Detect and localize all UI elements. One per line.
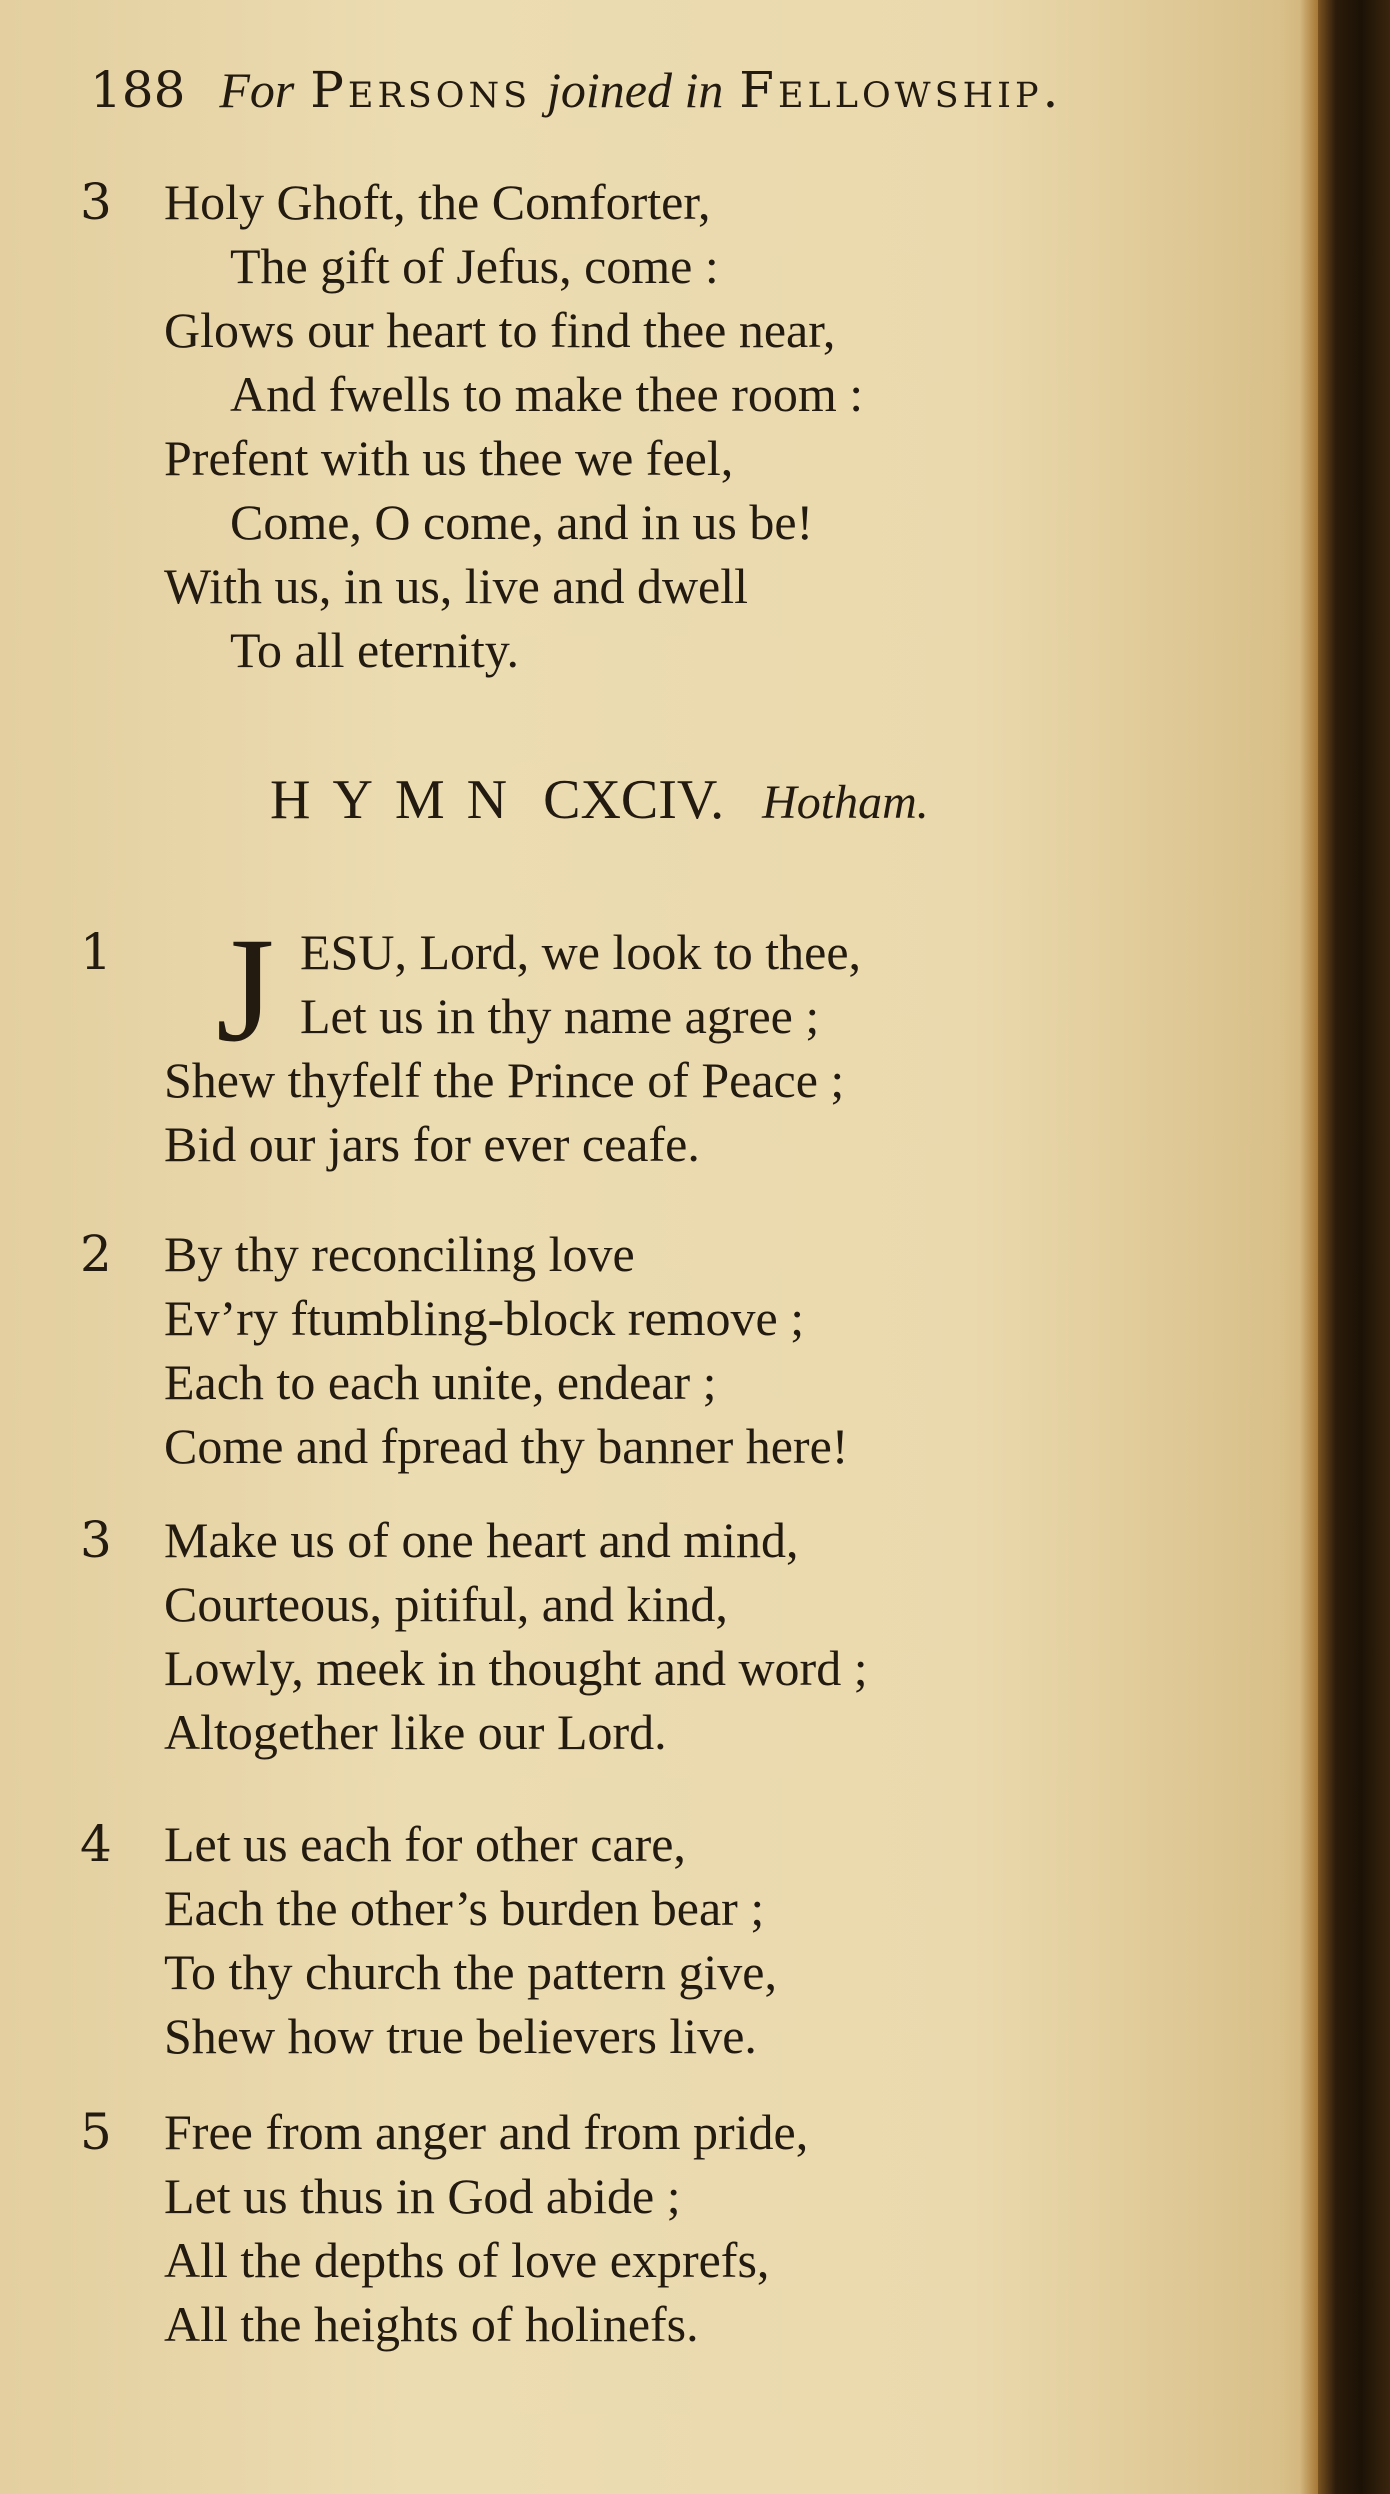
header-word-fellowship: Fellowship. [739,61,1063,119]
hymn-title [270,760,1220,840]
verse-line: Free from anger and from pride, [164,2104,809,2160]
verse-line: Ev’ry ftumbling-block remove ; [164,1290,805,1346]
stanza-number: 3 [80,173,112,231]
hymn-stanza-3 [80,1508,868,1764]
drop-cap: J [216,907,275,1073]
verse-line: Each the other’s burden bear ; [164,1880,765,1936]
verse-line: Bid our jars for ever ceafe. [164,1116,700,1172]
verse-line: Come, O come, and in us be! [230,494,814,550]
verse-line: Let us thus in God abide ; [164,2168,681,2224]
verse-line: With us, in us, live and dwell [164,558,749,614]
verse-line: Each to each unite, endear ; [164,1354,717,1410]
verse-line: Prefent with us thee we feel, [164,430,734,486]
stanza-number: 5 [80,2103,112,2161]
verse-line: All the heights of holinefs. [164,2296,699,2352]
hymn-stanza-5 [80,2100,808,2356]
verse-line: The gift of Jefus, come : [230,238,719,294]
verse-line: Altogether like our Lord. [164,1704,667,1760]
running-header [90,50,1210,130]
page-edge-shadow [1300,0,1318,2494]
verse-line: Make us of one heart and mind, [164,1512,799,1568]
header-word-for: For [219,62,295,118]
book-gutter [1318,0,1390,2494]
header-word-persons: Persons [310,61,532,119]
stanza-number: 4 [80,1815,112,1873]
verse-line: To all eternity. [230,622,519,678]
hymn-numeral: CXCIV. [543,769,725,831]
verse-line: Shew how true believers live. [164,2008,757,2064]
hymn-stanza-2 [80,1222,848,1478]
verse-line: Glows our heart to find thee near, [164,302,836,358]
verse-line: Holy Ghoft, the Comforter, [164,174,711,230]
verse-line: Lowly, meek in thought and word ; [164,1640,868,1696]
verse-line: ESU, Lord, we look to thee, [300,924,862,980]
hymn-stanza-4 [80,1812,777,2068]
verse-line: To thy church the pattern give, [164,1944,777,2000]
verse-line: Let us in thy name agree ; [300,988,820,1044]
page-number: 188 [90,61,186,119]
verse-line: All the depths of love exprefs, [164,2232,770,2288]
hymn-heading: HYMN [270,769,530,831]
verse-line: By thy reconciling love [164,1226,635,1282]
header-words-joined-in: joined in [546,62,724,118]
verse-line: Shew thyfelf the Prince of Peace ; [164,1052,845,1108]
verse-line: Let us each for other care, [164,1816,686,1872]
verse-line: Come and fpread thy banner here! [164,1418,849,1474]
stanza-number: 3 [80,1511,112,1569]
stanza-number: 1 [80,923,112,981]
hymn-stanza-1 [80,907,862,1176]
prev-hymn-stanza-3 [80,170,863,682]
stanza-number: 2 [80,1225,112,1283]
verse-line: Courteous, pitiful, and kind, [164,1576,728,1632]
verse-line: And fwells to make thee room : [230,366,864,422]
hymn-tune: Hotham. [762,776,929,829]
